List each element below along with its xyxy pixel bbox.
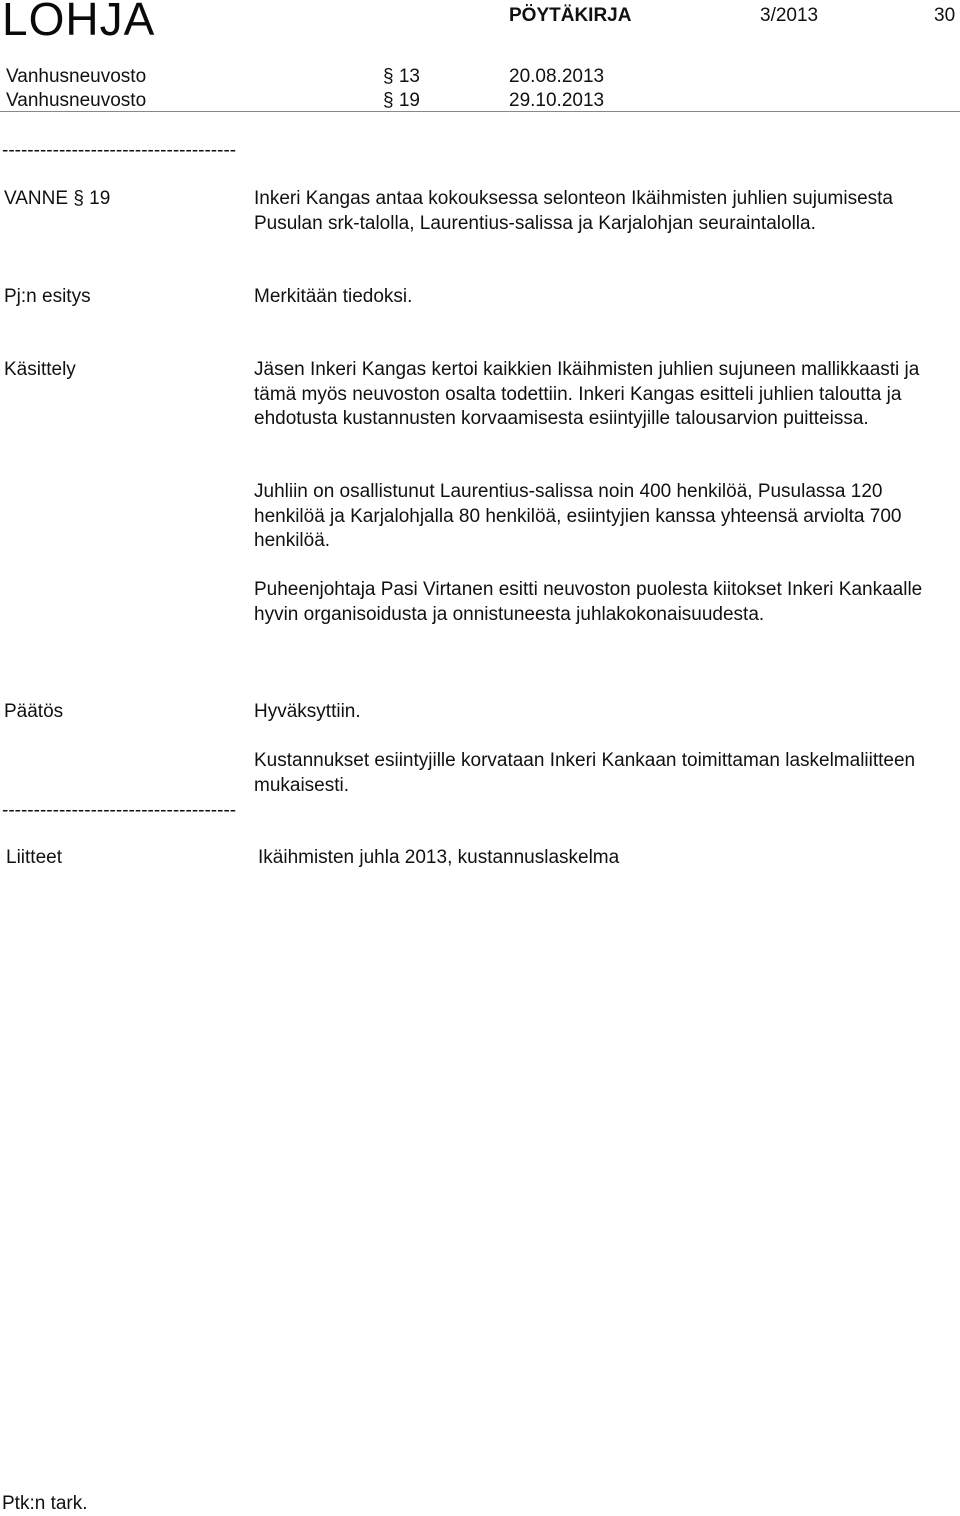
attachments-text: Ikäihmisten juhla 2013, kustannuslaskelma: [258, 847, 620, 868]
meeting-section-2: § 19: [383, 90, 420, 111]
meeting-section-1: § 13: [383, 66, 420, 87]
header-rule: [0, 111, 960, 112]
minutes-check-label: Ptk:n tark.: [2, 1493, 88, 1514]
handling-paragraph-1: Jäsen Inkeri Kangas kertoi kaikkien Ikäihmisten juhlien sujuneen mallikkaasti ja tämä myös neuvoston osalta todettiin. Inkeri Kangas esitteli juhlien taloutta ja ehdotusta kustannusten korvaamisesta esiintyjille talousarvion puitteissa.: [254, 359, 920, 429]
separator-bottom: -------------------------------------: [2, 800, 237, 821]
meeting-date-1: 20.08.2013: [509, 66, 605, 87]
proposal-text: Merkitään tiedoksi.: [254, 286, 413, 307]
document-type: PÖYTÄKIRJA: [509, 5, 632, 26]
meeting-date-2: 29.10.2013: [509, 90, 605, 111]
meeting-body-1: Vanhusneuvosto: [6, 66, 147, 87]
decision-paragraph-1: Hyväksyttiin.: [254, 701, 361, 722]
meeting-body-2: Vanhusneuvosto: [6, 90, 147, 111]
handling-paragraph-2: Juhliin on osallistunut Laurentius-salissa noin 400 henkilöä, Pusulassa 120 henkilöä ja Karjalohjalla 80 henkilöä, esiintyjien kanssa yhteensä arviolta 700 henkilöä.: [254, 481, 902, 551]
document-number: 3/2013: [760, 5, 819, 26]
handling-label: Käsittely: [4, 359, 76, 380]
attachments-label: Liitteet: [6, 847, 62, 868]
decision-paragraph-2: Kustannukset esiintyjille korvataan Inkeri Kankaan toimittaman laskelmaliitteen mukaisesti.: [254, 750, 916, 796]
item-code: VANNE § 19: [4, 188, 111, 209]
item-intro: Inkeri Kangas antaa kokouksessa selonteon Ikäihmisten juhlien sujumisesta Pusulan srk-talolla, Laurentius-salissa ja Karjalohjan seuraintalolla.: [254, 188, 893, 234]
separator-top: -------------------------------------: [2, 140, 237, 161]
decision-label: Päätös: [4, 701, 64, 722]
page-number: 30: [934, 5, 956, 26]
lohja-logo: LOHJA: [2, 0, 156, 45]
proposal-label: Pj:n esitys: [4, 286, 91, 307]
handling-paragraph-3: Puheenjohtaja Pasi Virtanen esitti neuvoston puolesta kiitokset Inkeri Kankaalle hyvin organisoidusta ja onnistuneesta juhlakokonaisuudesta.: [254, 579, 923, 625]
